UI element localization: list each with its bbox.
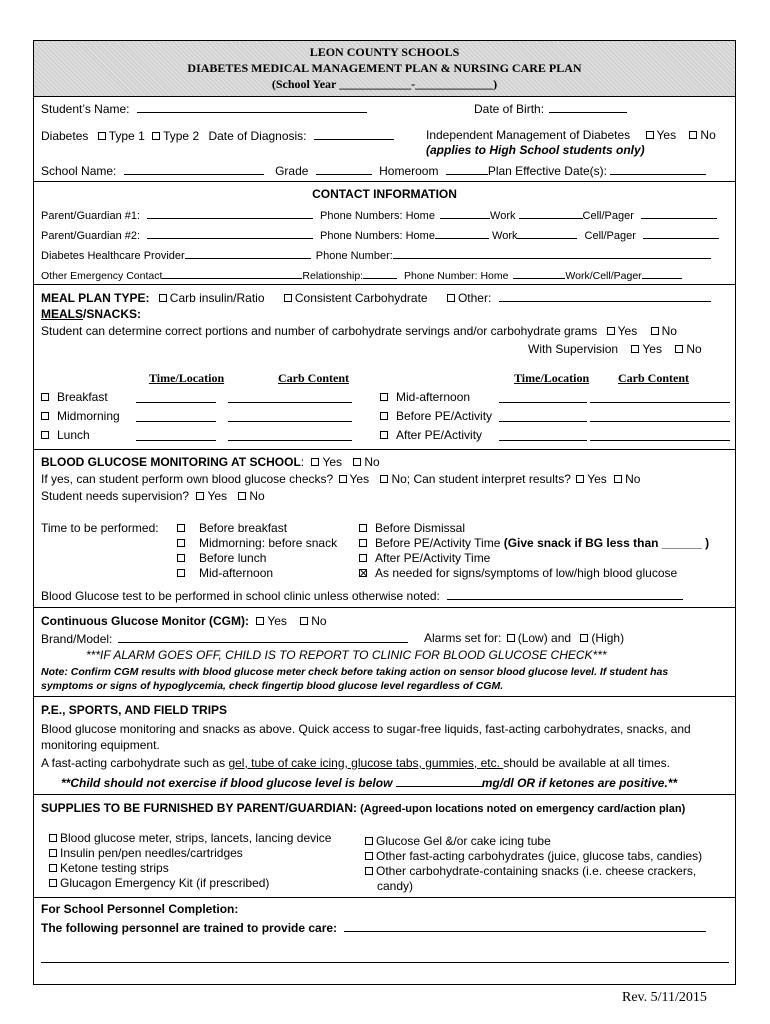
bg-after-pe-label: After PE/Activity Time — [375, 551, 491, 565]
parent1-label: Parent/Guardian #1: — [41, 210, 141, 222]
time-location-header-left: Time/Location — [149, 371, 225, 385]
meal-plan-row — [41, 290, 711, 305]
contact-title: CONTACT INFORMATION — [312, 187, 457, 201]
supply-ketone-label: Ketone testing strips — [60, 861, 169, 875]
independent-row — [426, 128, 716, 142]
trained-field-line2[interactable] — [41, 962, 729, 963]
meal-item-breakfast — [41, 390, 108, 404]
supply-insulin — [49, 846, 243, 860]
school-row — [41, 163, 706, 178]
bg-colon: : — [300, 455, 305, 469]
parent1-cell-label: Cell/Pager — [582, 210, 634, 222]
bg-midafternoon-checkbox[interactable] — [177, 569, 185, 577]
time-location-header-right: Time/Location — [514, 371, 590, 385]
supply-snacks-label: Other carbohydrate-containing snacks (i.e. cheese crackers, — [376, 864, 697, 878]
before-dismissal-checkbox[interactable] — [359, 524, 367, 532]
cgm-yes-label: Yes — [267, 614, 287, 628]
supply-insulin-checkbox[interactable] — [49, 849, 57, 857]
interpret-no-label: No — [625, 472, 641, 486]
meal-item-before-pe — [380, 409, 492, 423]
type2-checkbox[interactable] — [152, 132, 160, 140]
type2-label: Type 2 — [163, 129, 200, 143]
supply-gel-checkbox[interactable] — [365, 837, 373, 845]
school-name-label: School Name: — [41, 164, 117, 178]
other-meal-field[interactable] — [499, 290, 711, 302]
homeroom-field[interactable] — [446, 163, 488, 175]
carb-content-header-right: Carb Content — [618, 371, 689, 385]
cgm-row — [41, 614, 327, 628]
supplies-title-note: (Agreed-upon locations noted on emergency card/action plan) — [357, 803, 686, 815]
supervision-no-label: No — [686, 342, 702, 356]
bg-time-midafternoon — [177, 566, 273, 580]
supply-meter-label: Blood glucose meter, strips, lancets, lancing device — [60, 831, 332, 845]
supply-gel — [365, 834, 551, 848]
provider-row — [41, 247, 711, 263]
bg-monitoring-row — [41, 455, 380, 469]
breakfast-label: Breakfast — [57, 390, 108, 404]
independent-no-label: No — [700, 128, 716, 142]
divider — [34, 696, 735, 697]
independent-yes-label: Yes — [656, 128, 677, 142]
diabetes-label: Diabetes — [41, 129, 89, 143]
meal-plan-type-label: MEAL PLAN TYPE: — [41, 291, 150, 305]
bg-after-pe-checkbox[interactable] — [359, 554, 367, 562]
fast-acting-label: A fast-acting carbohydrate such as — [41, 756, 229, 770]
clinic-test-label: Blood Glucose test to be performed in school clinic unless otherwise noted: — [41, 589, 440, 603]
plan-title: DIABETES MEDICAL MANAGEMENT PLAN & NURSING CARE PLAN — [187, 61, 582, 75]
independent-note: (applies to High School students only) — [426, 143, 645, 157]
student-name-row — [41, 101, 367, 116]
parent2-work-label: Work — [492, 230, 518, 242]
cgm-no-label: No — [311, 614, 327, 628]
independent-yes-checkbox[interactable] — [646, 131, 654, 139]
supply-snacks-checkbox[interactable] — [365, 867, 373, 875]
supervision-label: With Supervision — [528, 342, 619, 356]
divider — [34, 897, 735, 898]
other-workcell-field[interactable] — [642, 267, 682, 279]
midmorning-carb-field[interactable] — [228, 421, 352, 422]
other-emergency-row — [41, 267, 682, 283]
parent2-phones — [320, 227, 719, 243]
independent-label: Independent Management of Diabetes — [426, 128, 631, 142]
clinic-test-field[interactable] — [447, 588, 683, 600]
supply-insulin-label: Insulin pen/pen needles/cartridges — [60, 846, 243, 860]
determine-no-checkbox[interactable] — [651, 327, 659, 335]
bg-yes-checkbox[interactable] — [311, 458, 319, 466]
perform-yes-checkbox[interactable] — [339, 475, 347, 483]
effective-date-label: Plan Effective Date(s): — [487, 164, 607, 178]
before-breakfast-label: Before breakfast — [199, 521, 288, 535]
midafternoon-time-field[interactable] — [499, 402, 587, 403]
after-pe-time-field[interactable] — [499, 440, 587, 441]
after-pe-checkbox[interactable] — [380, 431, 388, 439]
lunch-carb-field[interactable] — [228, 440, 352, 441]
pe-title: P.E., SPORTS, AND FIELD TRIPS — [41, 703, 228, 717]
supervision-yes-label: Yes — [642, 342, 662, 356]
midmorning-snack-label: Midmorning: before snack — [199, 536, 338, 550]
district-title: LEON COUNTY SCHOOLS — [309, 45, 460, 59]
interpret-no-checkbox[interactable] — [614, 475, 622, 483]
supervision-row — [528, 342, 702, 356]
parent2-label: Parent/Guardian #2: — [41, 230, 141, 242]
other-meal-label: Other: — [457, 291, 492, 305]
school-year-line: (School Year ____________-_____________) — [271, 77, 498, 91]
parent2-home-label: Phone Numbers: Home — [320, 230, 435, 242]
perform-yes-label: Yes — [349, 472, 370, 486]
student-name-label: Student’s Name: — [41, 102, 130, 116]
no-interpret-label: No; Can student interpret results? — [391, 472, 571, 486]
parent2-home-field[interactable] — [435, 227, 489, 239]
supply-glucagon — [49, 876, 269, 890]
bg-time-midmorning — [177, 536, 337, 550]
meal-item-midmorning — [41, 409, 120, 423]
interpret-yes-checkbox[interactable] — [576, 475, 584, 483]
supplies-heading — [41, 801, 685, 816]
fast-acting-examples: gel, tube of cake icing, glucose tabs, gummies, etc. — [228, 756, 504, 770]
parent1-work-field[interactable] — [519, 207, 583, 219]
supply-snacks — [365, 864, 696, 878]
alarm-low-label: (Low) and — [517, 631, 572, 645]
bg-supervision-yes-label: Yes — [207, 489, 228, 503]
before-dismissal-label: Before Dismissal — [375, 521, 466, 535]
breakfast-time-field[interactable] — [136, 402, 216, 403]
time-performed-label: Time to be performed: — [41, 521, 159, 535]
relationship-field[interactable] — [363, 267, 397, 279]
supply-ketone-checkbox[interactable] — [49, 864, 57, 872]
supply-glucagon-checkbox[interactable] — [49, 879, 57, 887]
alarm-high-label: (High) — [591, 631, 625, 645]
provider-phone-label: Phone Number: — [315, 250, 393, 262]
meal-item-after-pe — [380, 428, 482, 442]
grade-label: Grade — [275, 164, 309, 178]
before-pe-checkbox[interactable] — [380, 412, 388, 420]
before-lunch-checkbox[interactable] — [177, 554, 185, 562]
determine-yes-label: Yes — [617, 324, 638, 338]
consistent-carb-checkbox[interactable] — [284, 294, 292, 302]
midmorning-checkbox[interactable] — [41, 412, 49, 420]
bg-time-before-pe — [359, 536, 709, 550]
lunch-label: Lunch — [57, 428, 90, 442]
other-emergency-field[interactable] — [162, 267, 302, 279]
midmorning-time-field[interactable] — [136, 421, 216, 422]
relationship-label: Relationship: — [302, 270, 364, 282]
determine-label: Student can determine correct portions and number of carbohydrate servings and/or carbohydrate grams — [41, 324, 598, 338]
supplies-title: SUPPLIES TO BE FURNISHED BY PARENT/GUARDIAN: — [41, 801, 358, 815]
pe-line2: monitoring equipment. — [41, 738, 160, 752]
perform-no-checkbox[interactable] — [380, 475, 388, 483]
dob-label: Date of Birth: — [474, 102, 545, 116]
midafternoon-label: Mid-afternoon — [396, 390, 471, 404]
parent1-cell-field[interactable] — [641, 207, 717, 219]
supply-glucagon-label: Glucagon Emergency Kit (if prescribed) — [60, 876, 270, 890]
exercise-bg-field[interactable] — [396, 775, 482, 787]
parent2-row — [41, 227, 313, 243]
dob-field[interactable] — [549, 101, 627, 113]
fast-acting-row — [41, 756, 670, 770]
revision-date: Rev. 5/11/2015 — [622, 990, 707, 1005]
divider — [34, 181, 735, 182]
cgm-no-checkbox[interactable] — [300, 617, 308, 625]
other-emergency-label: Other Emergency Contact — [41, 270, 163, 282]
provider-label: Diabetes Healthcare Provider — [41, 250, 185, 262]
cgm-brand-field[interactable] — [118, 631, 408, 643]
bg-supervision-no-checkbox[interactable] — [238, 492, 246, 500]
cgm-brand-label: Brand/Model: — [41, 632, 113, 646]
provider-field[interactable] — [185, 247, 311, 259]
parent1-field[interactable] — [147, 207, 313, 219]
carb-ratio-checkbox[interactable] — [159, 294, 167, 302]
before-lunch-label: Before lunch — [199, 551, 267, 565]
midmorning-label: Midmorning — [57, 409, 120, 423]
alarm-low-checkbox[interactable] — [507, 634, 515, 642]
parent1-home-field[interactable] — [440, 207, 490, 219]
midafternoon-checkbox[interactable] — [380, 393, 388, 401]
bg-time-after-pe — [359, 551, 490, 565]
after-pe-carb-field[interactable] — [590, 440, 730, 441]
supply-gel-label: Glucose Gel &/or cake icing tube — [376, 834, 551, 848]
dob-row — [474, 101, 627, 116]
diabetes-type-row — [41, 128, 394, 143]
exercise-warning-suffix: mg/dl OR if ketones are positive.** — [481, 776, 678, 790]
parent1-row — [41, 207, 313, 223]
bg-monitoring-title: BLOOD GLUCOSE MONITORING AT SCHOOL — [41, 455, 301, 469]
supply-fast-carbs-label: Other fast-acting carbohydrates (juice, glucose tabs, candies) — [376, 849, 703, 863]
diabetes-plan-form — [33, 40, 736, 985]
other-meal-checkbox[interactable] — [447, 294, 455, 302]
school-name-field[interactable] — [124, 163, 264, 175]
parent2-field[interactable] — [147, 227, 313, 239]
bg-time-before-dismissal — [359, 521, 465, 535]
lunch-time-field[interactable] — [136, 440, 216, 441]
independent-no-checkbox[interactable] — [689, 131, 697, 139]
other-home-label: Phone Number: Home — [404, 270, 509, 282]
fast-acting-suffix: should be available at all times. — [503, 756, 671, 770]
supply-fast-carbs-checkbox[interactable] — [365, 852, 373, 860]
type1-label: Type 1 — [108, 129, 145, 143]
diagnosis-label: Date of Diagnosis: — [208, 129, 307, 143]
parent1-work-label: Work — [490, 210, 516, 222]
as-needed-checkbox-checked[interactable] — [359, 569, 367, 577]
supply-ketone — [49, 861, 169, 875]
parent2-cell-field[interactable] — [643, 227, 719, 239]
supply-meter — [49, 831, 331, 845]
alarm-high-checkbox[interactable] — [580, 634, 588, 642]
supply-meter-checkbox[interactable] — [49, 834, 57, 842]
meals-heading: MEALS — [41, 307, 83, 321]
bg-time-before-lunch — [177, 551, 266, 565]
bg-yes-label: Yes — [322, 455, 343, 469]
bg-midafternoon-label: Mid-afternoon — [199, 566, 274, 580]
homeroom-label: Homeroom — [379, 164, 439, 178]
meal-item-midafternoon — [380, 390, 470, 404]
cgm-note-line2: symptoms or signs of hypoglycemia, check fingertip blood glucose level regardless of CGM. — [41, 680, 504, 692]
divider — [34, 607, 735, 608]
student-name-field[interactable] — [137, 101, 367, 113]
determine-row — [41, 324, 677, 338]
trained-label: The following personnel are trained to provide care: — [41, 921, 338, 935]
after-pe-label: After PE/Activity — [396, 428, 483, 442]
parent1-home-label: Phone Numbers: Home — [320, 210, 435, 222]
cgm-alarms-row — [424, 631, 624, 645]
exercise-warning: **Child should not exercise if blood glucose level is below — [61, 776, 396, 790]
consistent-carb-label: Consistent Carbohydrate — [294, 291, 428, 305]
carb-content-header-left: Carb Content — [278, 371, 349, 385]
form-header — [34, 41, 735, 97]
midmorning-snack-checkbox[interactable] — [177, 539, 185, 547]
effective-date-field[interactable] — [610, 163, 706, 175]
before-pe-time-field[interactable] — [499, 421, 587, 422]
divider — [34, 794, 735, 795]
carb-ratio-label: Carb insulin/Ratio — [169, 291, 265, 305]
bg-time-as-needed — [359, 566, 677, 580]
supply-fast-carbs — [365, 849, 702, 863]
bg-no-checkbox[interactable] — [353, 458, 361, 466]
meal-item-lunch — [41, 428, 90, 442]
snack-note: (Give snack if BG less than ______ ) — [503, 536, 710, 550]
alarm-warning: ***IF ALARM GOES OFF, CHILD IS TO REPORT TO CLINIC FOR BLOOD GLUCOSE CHECK*** — [86, 648, 607, 662]
trained-field[interactable] — [344, 920, 706, 932]
divider — [34, 284, 735, 285]
determine-yes-checkbox[interactable] — [607, 327, 615, 335]
bg-no-label: No — [364, 455, 380, 469]
cgm-alarms-label: Alarms set for: — [424, 631, 502, 645]
lunch-checkbox[interactable] — [41, 431, 49, 439]
before-pe-label: Before PE/Activity — [396, 409, 493, 423]
meals-snacks-heading — [41, 307, 141, 321]
bg-time-before-breakfast — [177, 521, 287, 535]
provider-phone-field[interactable] — [393, 247, 711, 259]
supply-snacks-cont: candy) — [377, 879, 414, 893]
supervision-no-checkbox[interactable] — [675, 345, 683, 353]
diagnosis-field[interactable] — [314, 128, 394, 140]
bg-supervision-row — [41, 489, 265, 503]
bg-supervision-label: Student needs supervision? — [41, 489, 190, 503]
type1-checkbox[interactable] — [98, 132, 106, 140]
cgm-brand-row — [41, 631, 408, 646]
bg-before-pe-label: Before PE/Activity Time — [375, 536, 504, 550]
before-pe-carb-field[interactable] — [590, 421, 730, 422]
exercise-row — [61, 775, 677, 790]
supervision-yes-checkbox[interactable] — [631, 345, 639, 353]
parent1-phones — [320, 207, 717, 223]
parent2-work-field[interactable] — [517, 227, 577, 239]
trained-row — [41, 920, 706, 935]
bg-perform-label: If yes, can student perform own blood glucose checks? — [41, 472, 334, 486]
bg-before-pe-checkbox[interactable] — [359, 539, 367, 547]
grade-field[interactable] — [316, 163, 372, 175]
before-breakfast-checkbox[interactable] — [177, 524, 185, 532]
other-workcell-label: Work/Cell/Pager — [565, 270, 642, 282]
interpret-yes-label: Yes — [587, 472, 607, 486]
pe-line1: Blood glucose monitoring and snacks as above. Quick access to sugar-free liquids, fast-acting carbohydrates, snacks, and — [41, 722, 691, 736]
parent2-cell-label: Cell/Pager — [584, 230, 636, 242]
bg-supervision-yes-checkbox[interactable] — [196, 492, 204, 500]
cgm-yes-checkbox[interactable] — [256, 617, 264, 625]
bg-supervision-no-label: No — [249, 489, 265, 503]
clinic-test-row — [41, 588, 683, 603]
cgm-note-line1: Note: Confirm CGM results with blood glucose meter check before taking action on sensor blood glucose level. If student has — [41, 666, 669, 678]
personnel-title: For School Personnel Completion: — [41, 902, 239, 916]
determine-no-label: No — [661, 324, 677, 338]
cgm-title: Continuous Glucose Monitor (CGM): — [41, 614, 249, 628]
as-needed-label: As needed for signs/symptoms of low/high blood glucose — [375, 566, 678, 580]
bg-perform-row — [41, 472, 640, 486]
other-home-field[interactable] — [513, 267, 565, 279]
breakfast-checkbox[interactable] — [41, 393, 49, 401]
snacks-heading: /SNACKS: — [83, 307, 142, 321]
divider — [34, 449, 735, 450]
midafternoon-carb-field[interactable] — [590, 402, 730, 403]
breakfast-carb-field[interactable] — [228, 402, 352, 403]
